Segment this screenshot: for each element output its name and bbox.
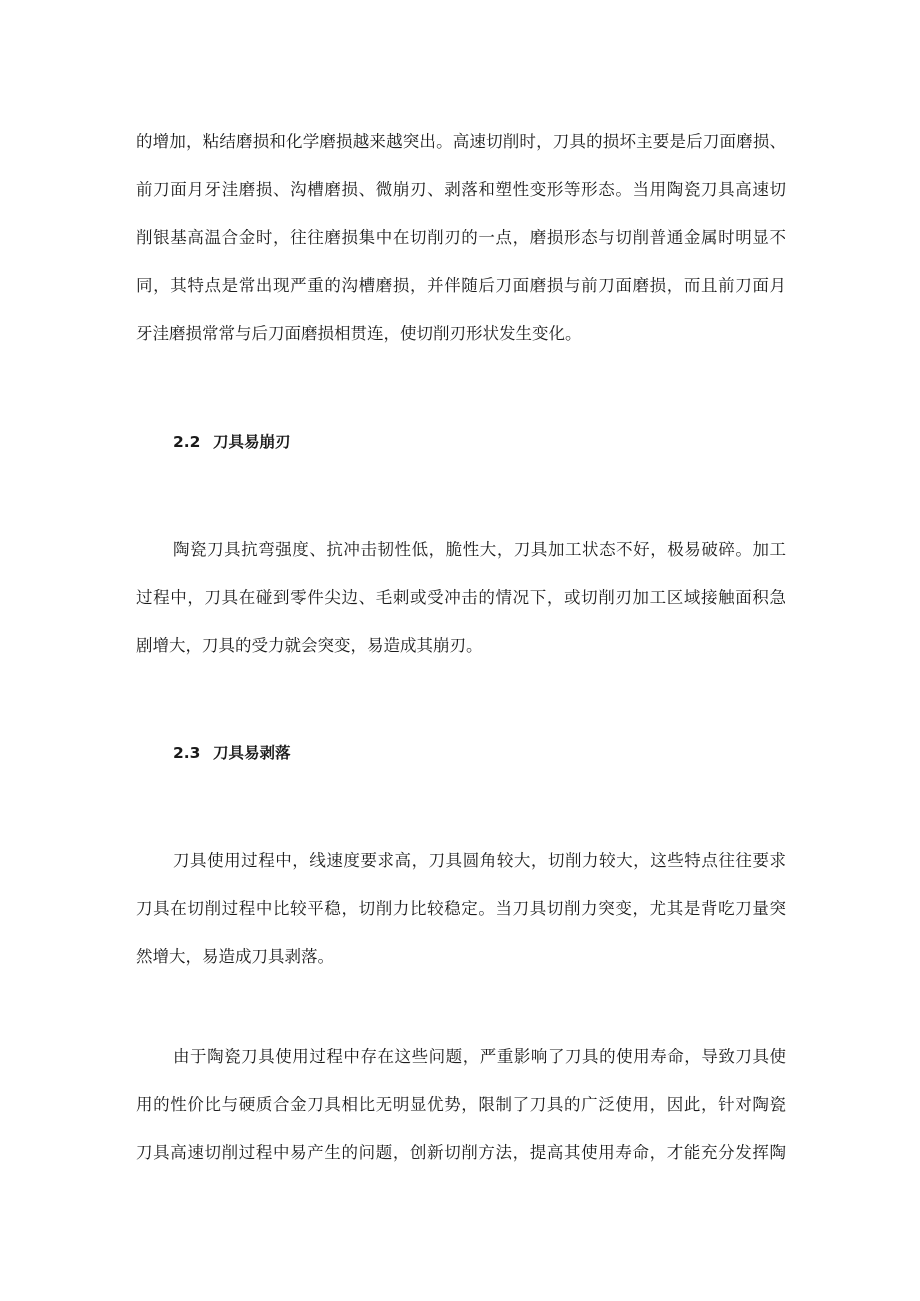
section-number: 2.2 — [173, 433, 201, 451]
section-heading-2-3 — [173, 742, 291, 764]
text-line: 刀具在切削过程中比较平稳，切削力比较稳定。当刀具切削力突变，尤其是背吃刀量突 — [136, 899, 786, 918]
text-line: 剧增大，刀具的受力就会突变，易造成其崩刃。 — [136, 636, 483, 655]
text-line: 陶瓷刀具抗弯强度、抗冲击韧性低，脆性大，刀具加工状态不好，极易破碎。加工 — [173, 540, 786, 559]
text-line: 同，其特点是常出现严重的沟槽磨损，并伴随后刀面磨损与前刀面磨损，而且前刀面月 — [136, 276, 786, 295]
section-title: 刀具易剥落 — [213, 744, 291, 762]
text-line: 的增加，粘结磨损和化学磨损越来越突出。高速切削时，刀具的损坏主要是后刀面磨损、 — [136, 132, 786, 151]
text-line: 削银基高温合金时，往往磨损集中在切削刃的一点，磨损形态与切削普通金属时明显不 — [136, 228, 786, 247]
text-line: 由于陶瓷刀具使用过程中存在这些问题，严重影响了刀具的使用寿命，导致刀具使 — [173, 1047, 786, 1066]
section-number: 2.3 — [173, 744, 201, 762]
text-line: 用的性价比与硬质合金刀具相比无明显优势，限制了刀具的广泛使用，因此，针对陶瓷 — [136, 1095, 786, 1114]
text-line: 刀具高速切削过程中易产生的问题，创新切削方法，提高其使用寿命，才能充分发挥陶 — [136, 1143, 786, 1162]
section-title: 刀具易崩刃 — [213, 433, 291, 451]
text-line: 牙洼磨损常常与后刀面磨损相贯连，使切削刃形状发生变化。 — [136, 324, 582, 343]
text-line: 刀具使用过程中，线速度要求高，刀具圆角较大，切削力较大，这些特点往往要求 — [173, 851, 786, 870]
text-line: 然增大，易造成刀具剥落。 — [136, 947, 334, 966]
text-line: 过程中，刀具在碰到零件尖边、毛刺或受冲击的情况下，或切削刃加工区域接触面积急 — [136, 588, 786, 607]
text-line: 前刀面月牙洼磨损、沟槽磨损、微崩刃、剥落和塑性变形等形态。当用陶瓷刀具高速切 — [136, 180, 786, 199]
section-heading-2-2 — [173, 431, 291, 453]
